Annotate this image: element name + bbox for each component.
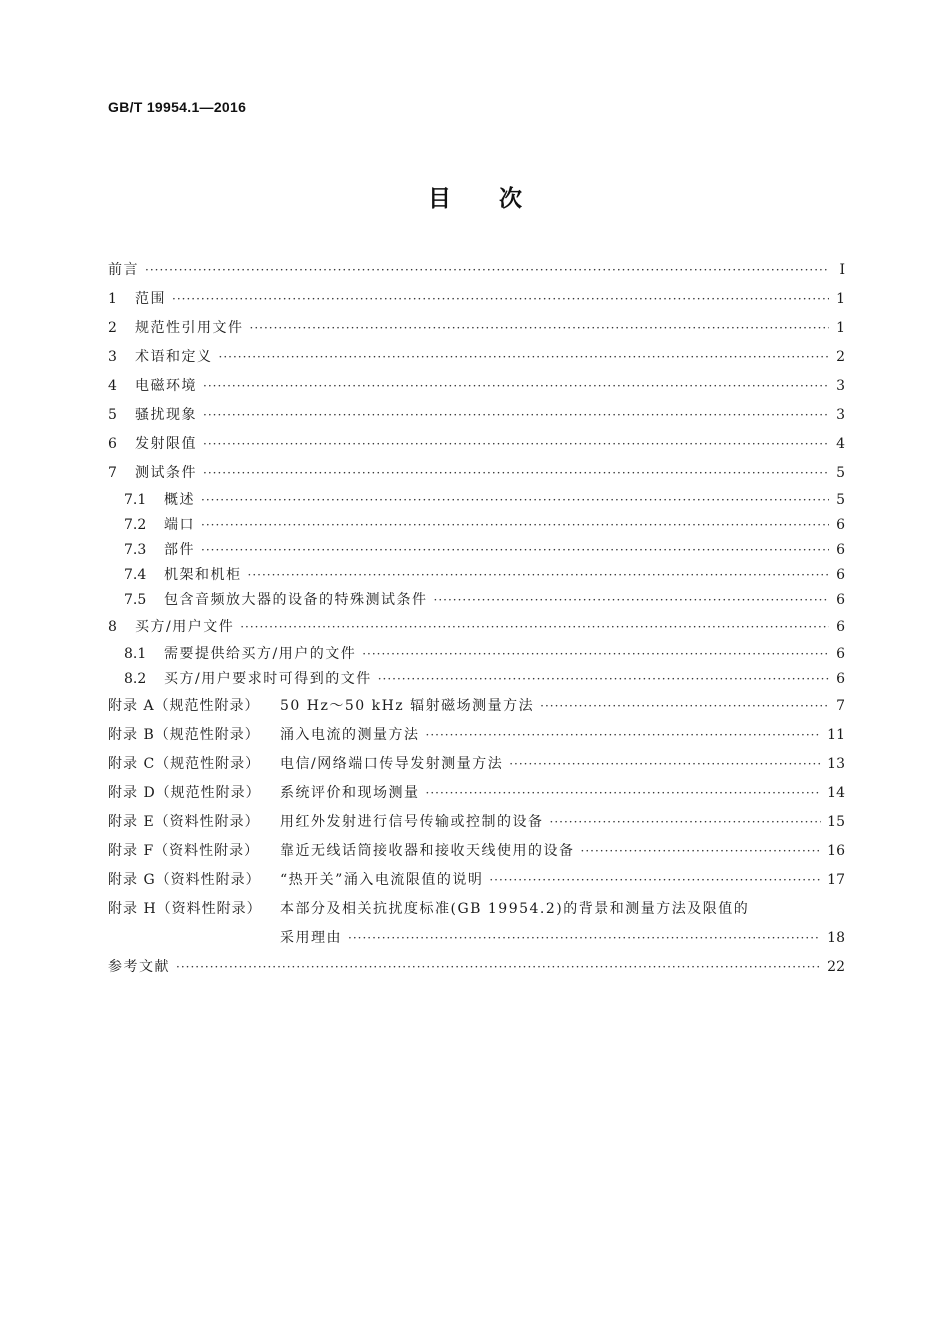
- toc-label: 概述: [164, 492, 195, 508]
- toc-page: 6: [836, 646, 845, 662]
- toc-page: 3: [836, 378, 845, 394]
- toc-entry-8-2[interactable]: [108, 667, 845, 692]
- toc-entry-8-1[interactable]: [108, 642, 845, 667]
- leader-dots: [203, 401, 829, 430]
- toc-label: 测试条件: [135, 465, 197, 481]
- annex-prefix: 附录 G（资料性附录）: [108, 872, 261, 888]
- toc-label: 买方/用户要求时可得到的文件: [164, 671, 372, 687]
- toc-entry-6[interactable]: [108, 430, 845, 459]
- toc-num: 7.2: [124, 517, 147, 533]
- toc-page: 22: [827, 959, 845, 975]
- toc-page: 5: [836, 492, 845, 508]
- standard-code: GB/T 19954.1—2016: [108, 99, 247, 115]
- toc-page: 11: [827, 727, 845, 743]
- toc-label: 涌入电流的测量方法: [280, 727, 420, 743]
- toc-entry-annex-c[interactable]: [108, 750, 845, 779]
- toc-entry-annex-h-continued[interactable]: [108, 924, 845, 953]
- toc-num: 7: [108, 465, 117, 481]
- leader-dots: [203, 372, 829, 401]
- toc-num: 7.5: [124, 592, 147, 608]
- leader-dots: [489, 866, 821, 895]
- toc-page: 6: [836, 567, 845, 583]
- toc-page: 2: [836, 349, 845, 365]
- toc-entry-7-2[interactable]: [108, 513, 845, 538]
- toc-label: 发射限值: [135, 436, 197, 452]
- leader-dots: [219, 343, 830, 372]
- toc-label-continued: 采用理由: [280, 930, 342, 946]
- toc-entry-5[interactable]: [108, 401, 845, 430]
- toc-label: 机架和机柜: [164, 567, 242, 583]
- toc-page: 15: [827, 814, 845, 830]
- leader-dots: [509, 750, 821, 779]
- leader-dots: [201, 538, 829, 563]
- toc-entry-foreword[interactable]: [108, 256, 845, 285]
- leader-dots: [426, 721, 822, 750]
- leader-dots: [426, 779, 822, 808]
- toc-num: 8.1: [124, 646, 147, 662]
- toc-label: 系统评价和现场测量: [280, 785, 420, 801]
- toc-entry-2[interactable]: [108, 314, 845, 343]
- toc-label: 端口: [164, 517, 195, 533]
- toc-page: 6: [836, 542, 845, 558]
- toc-num: 5: [108, 407, 117, 423]
- annex-prefix: 附录 H（资料性附录）: [108, 901, 262, 917]
- toc-entry-7-3[interactable]: [108, 538, 845, 563]
- toc-page: 18: [827, 930, 845, 946]
- leader-dots: [362, 642, 829, 667]
- toc-label: 用红外发射进行信号传输或控制的设备: [280, 814, 544, 830]
- toc-page: 14: [827, 785, 845, 801]
- toc-entry-4[interactable]: [108, 372, 845, 401]
- toc-page: 4: [836, 436, 845, 452]
- toc-entry-7[interactable]: [108, 459, 845, 488]
- leader-dots: [172, 285, 829, 314]
- toc-entry-7-5[interactable]: [108, 588, 845, 613]
- leader-dots: [250, 314, 830, 343]
- toc-label: 需要提供给买方/用户的文件: [164, 646, 357, 662]
- toc-entry-7-1[interactable]: [108, 488, 845, 513]
- leader-dots: [434, 588, 830, 613]
- toc-num: 1: [108, 291, 117, 307]
- toc-page: 7: [836, 698, 845, 714]
- toc-num: 7.3: [124, 542, 147, 558]
- annex-prefix: 附录 A（规范性附录）: [108, 698, 260, 714]
- leader-dots: [248, 563, 830, 588]
- toc-num: 6: [108, 436, 117, 452]
- toc-label: 范围: [135, 291, 166, 307]
- toc-num: 8.2: [124, 671, 147, 687]
- toc-entry-1[interactable]: [108, 285, 845, 314]
- leader-dots: [203, 430, 829, 459]
- toc-entry-8[interactable]: [108, 613, 845, 642]
- toc-page: 3: [836, 407, 845, 423]
- toc-entry-7-4[interactable]: [108, 563, 845, 588]
- toc-label: 规范性引用文件: [135, 320, 244, 336]
- toc-page: 6: [836, 592, 845, 608]
- toc-label: 前言: [108, 262, 139, 278]
- toc-num: 4: [108, 378, 117, 394]
- toc-entry-annex-e[interactable]: [108, 808, 845, 837]
- toc-label: 买方/用户文件: [135, 619, 235, 635]
- toc-entry-annex-b[interactable]: [108, 721, 845, 750]
- annex-prefix: 附录 C（规范性附录）: [108, 756, 261, 772]
- toc-entry-annex-h[interactable]: [108, 895, 845, 924]
- leader-dots: [540, 692, 829, 721]
- annex-prefix: 附录 B（规范性附录）: [108, 727, 260, 743]
- toc-page: 6: [836, 619, 845, 635]
- toc-label: 包含音频放大器的设备的特殊测试条件: [164, 592, 428, 608]
- leader-dots: [203, 459, 829, 488]
- toc-page: 6: [836, 671, 845, 687]
- toc-page: Ⅰ: [839, 262, 845, 278]
- toc-label: 部件: [164, 542, 195, 558]
- toc-label: 骚扰现象: [135, 407, 197, 423]
- toc-num: 3: [108, 349, 117, 365]
- leader-dots: [581, 837, 822, 866]
- toc-page: 1: [836, 320, 845, 336]
- toc-entry-annex-g[interactable]: [108, 866, 845, 895]
- toc-page: 6: [836, 517, 845, 533]
- toc-label: 靠近无线话筒接收器和接收天线使用的设备: [280, 843, 575, 859]
- toc-label: 电磁环境: [135, 378, 197, 394]
- annex-prefix: 附录 E（资料性附录）: [108, 814, 260, 830]
- toc-page: 13: [827, 756, 845, 772]
- toc-entry-annex-a[interactable]: [108, 692, 845, 721]
- toc-num: 8: [108, 619, 117, 635]
- toc-page: 16: [827, 843, 845, 859]
- table-of-contents: [108, 256, 845, 982]
- leader-dots: [240, 613, 829, 642]
- toc-label: 电信/网络端口传导发射测量方法: [280, 756, 504, 772]
- toc-page: 5: [836, 465, 845, 481]
- title-char-1: 目: [428, 185, 451, 212]
- leader-dots: [201, 488, 829, 513]
- leader-dots: [550, 808, 822, 837]
- toc-label: 术语和定义: [135, 349, 213, 365]
- annex-prefix: 附录 D（规范性附录）: [108, 785, 261, 801]
- leader-dots: [201, 513, 829, 538]
- toc-num: 7.4: [124, 567, 147, 583]
- title-char-2: 次: [499, 185, 522, 212]
- leader-dots: [348, 924, 821, 953]
- toc-page: 1: [836, 291, 845, 307]
- leader-dots: [176, 953, 821, 982]
- toc-label: 本部分及相关抗扰度标准(GB 19954.2)的背景和测量方法及限值的: [280, 901, 750, 917]
- toc-page: 17: [827, 872, 845, 888]
- toc-entry-3[interactable]: [108, 343, 845, 372]
- toc-entry-annex-f[interactable]: [108, 837, 845, 866]
- toc-label: 参考文献: [108, 959, 170, 975]
- toc-num: 7.1: [124, 492, 147, 508]
- toc-num: 2: [108, 320, 117, 336]
- leader-dots: [145, 256, 829, 285]
- annex-prefix: 附录 F（资料性附录）: [108, 843, 260, 859]
- toc-label: “热开关”涌入电流限值的说明: [280, 872, 484, 888]
- toc-label: 50 Hz～50 kHz 辐射磁场测量方法: [280, 698, 535, 714]
- toc-entry-annex-d[interactable]: [108, 779, 845, 808]
- toc-entry-references[interactable]: [108, 953, 845, 982]
- page-title: [0, 180, 950, 213]
- leader-dots: [378, 667, 829, 692]
